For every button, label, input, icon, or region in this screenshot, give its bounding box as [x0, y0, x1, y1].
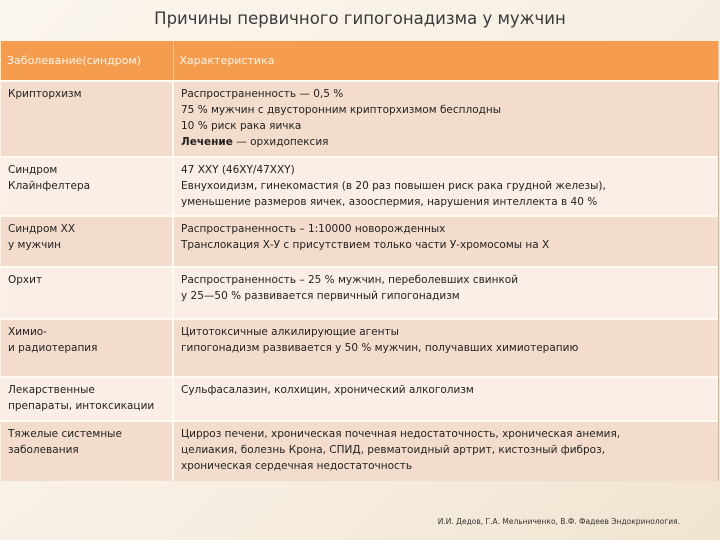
characteristic-line	[181, 134, 712, 150]
characteristic-cell	[173, 216, 718, 267]
characteristic-cell	[173, 421, 718, 481]
condition-line: Орхит	[8, 274, 43, 286]
characteristic-line: Распространенность — 0,5 %	[181, 88, 344, 100]
causes-table-container	[1, 41, 719, 481]
condition-line: Клайнфелтера	[8, 180, 91, 192]
condition-cell	[1, 377, 173, 421]
header-condition: Заболевание(синдром)	[1, 41, 173, 81]
characteristic-line: 75 % мужчин с двусторонним крипторхизмом бесплодны	[181, 104, 502, 116]
table-row	[1, 216, 718, 267]
characteristic-line: Сульфасалазин, колхицин, хронический алкоголизм	[181, 384, 474, 396]
characteristic-line: целиакия, болезнь Крона, СПИД, ревматоидный артрит, кистозный фиброз,	[181, 444, 606, 456]
characteristic-line: Транслокация Х-У с присутствием только части У-хромосомы на Х	[181, 239, 550, 251]
characteristic-cell	[173, 319, 718, 377]
characteristic-cell	[173, 157, 718, 216]
condition-cell	[1, 421, 173, 481]
characteristic-line: 47 XXY (46XY/47XXY)	[181, 164, 295, 176]
citation: И.И. Дедов, Г.А. Мельниченко, В.Ф. Фадеев Эндокринология.	[437, 517, 680, 526]
table-row	[1, 377, 718, 421]
table-row	[1, 319, 718, 377]
condition-line: Синдром XX	[8, 223, 76, 235]
condition-cell	[1, 216, 173, 267]
characteristic-line: 10 % риск рака яичка	[181, 120, 302, 132]
characteristic-line: у 25—50 % развивается первичный гипогонадизм	[181, 290, 460, 302]
treatment-label: Лечение	[181, 136, 233, 148]
condition-line: препараты, интоксикации	[8, 400, 155, 412]
table-row	[1, 421, 718, 481]
treatment-text: — орхидопексия	[232, 136, 329, 148]
condition-line: Тяжелые системные	[8, 428, 122, 440]
characteristic-line: Цитотоксичные алкилирующие агенты	[181, 326, 399, 338]
condition-cell	[1, 81, 173, 157]
slide-title: Причины первичного гипогонадизма у мужчин	[154, 9, 566, 28]
condition-line: Лекарственные	[8, 384, 95, 396]
characteristic-cell	[173, 377, 718, 421]
condition-cell	[1, 319, 173, 377]
characteristic-line: Распространенность – 1:10000 новорожденных	[181, 223, 446, 235]
table-header-row	[1, 41, 718, 81]
characteristic-cell	[173, 81, 718, 157]
table-row	[1, 81, 718, 157]
condition-cell	[1, 267, 173, 319]
characteristic-cell	[173, 267, 718, 319]
characteristic-line: Цирроз печени, хроническая почечная недостаточность, хроническая анемия,	[181, 428, 621, 440]
table-row	[1, 157, 718, 216]
condition-cell	[1, 157, 173, 216]
condition-line: и радиотерапия	[8, 342, 98, 354]
table-row	[1, 267, 718, 319]
causes-table	[1, 41, 719, 481]
characteristic-line: уменьшение размеров яичек, азооспермия, нарушения интеллекта в 40 %	[181, 196, 598, 208]
condition-line: Синдром	[8, 164, 58, 176]
header-characteristic: Характеристика	[173, 41, 718, 81]
characteristic-line: Распространенность – 25 % мужчин, переболевших свинкой	[181, 274, 519, 286]
condition-line: у мужчин	[8, 239, 62, 251]
condition-line: Химио-	[8, 326, 47, 338]
characteristic-line: хроническая сердечная недостаточность	[181, 460, 413, 472]
characteristic-line: гипогонадизм развивается у 50 % мужчин, получавших химиотерапию	[181, 342, 579, 354]
condition-line: Крипторхизм	[8, 88, 82, 100]
characteristic-line: Евнухоидизм, гинекомастия (в 20 раз повышен риск рака грудной железы),	[181, 180, 606, 192]
condition-line: заболевания	[8, 444, 79, 456]
